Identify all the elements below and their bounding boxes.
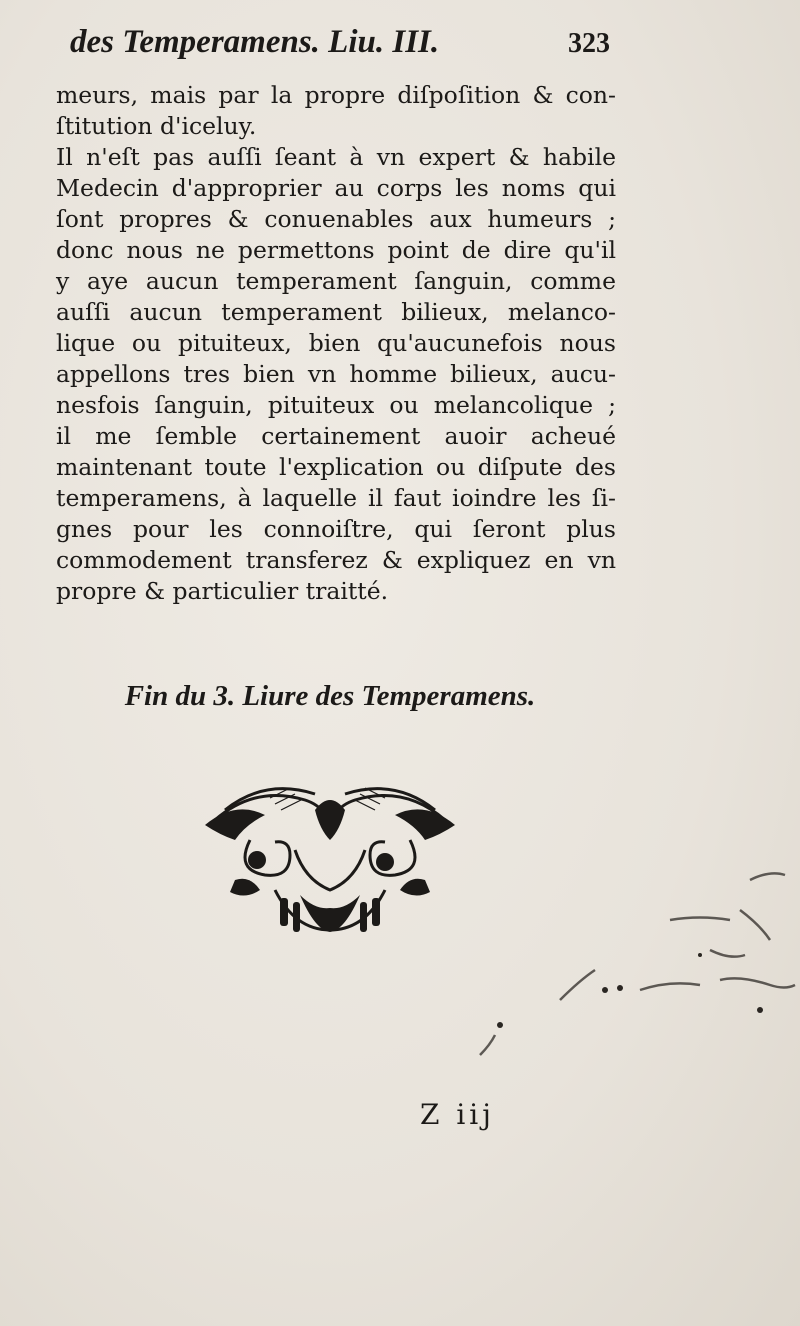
colophon: Fin du 3. Liure des Temperamens. (124, 680, 536, 712)
text-line: appellons tres bien vn homme bilieux, aucu- (56, 360, 616, 388)
text-line: ſtitution d'iceluy. (56, 112, 257, 140)
text-line: meurs, mais par la propre diſpoſition & con- (56, 81, 616, 109)
text-line: donc nous ne permettons point de dire qu'il (56, 236, 616, 264)
text-line: maintenant toute l'explication ou diſpute des (56, 453, 616, 481)
text-line: auſſi aucun temperament bilieux, melanco- (56, 298, 616, 326)
bleed-through-marks (470, 860, 800, 1100)
text-line: Il n'eſt pas auſſi ſeant à vn expert & habile (56, 143, 616, 171)
text-line: y aye aucun temperament ſanguin, comme (56, 267, 616, 295)
running-head-title: des Temperamens. Liu. III. (70, 24, 440, 60)
text-line: nesfois ſanguin, pituiteux ou melancolique ; (56, 391, 616, 419)
text-line: commodement transferez & expliquez en vn (56, 546, 616, 574)
running-head (70, 18, 610, 68)
text-line: gnes pour les connoiſtre, qui ſeront plus (56, 515, 616, 543)
page-number: 323 (568, 28, 610, 59)
text-line: ſont propres & conuenables aux humeurs ; (56, 205, 616, 233)
text-line: Medecin d'approprier au corps les noms qui (56, 174, 616, 202)
tailpiece-ornament (195, 780, 465, 935)
text-line: temperamens, à laquelle il faut ioindre les ſi- (56, 484, 616, 512)
body-text (56, 80, 616, 607)
text-line: propre & particulier traitté. (56, 577, 389, 605)
text-line: lique ou pituiteux, bien qu'aucunefois nous (56, 329, 616, 357)
text-line: il me ſemble certainement auoir acheué (56, 422, 616, 450)
signature-mark: Z iij (420, 1098, 495, 1131)
